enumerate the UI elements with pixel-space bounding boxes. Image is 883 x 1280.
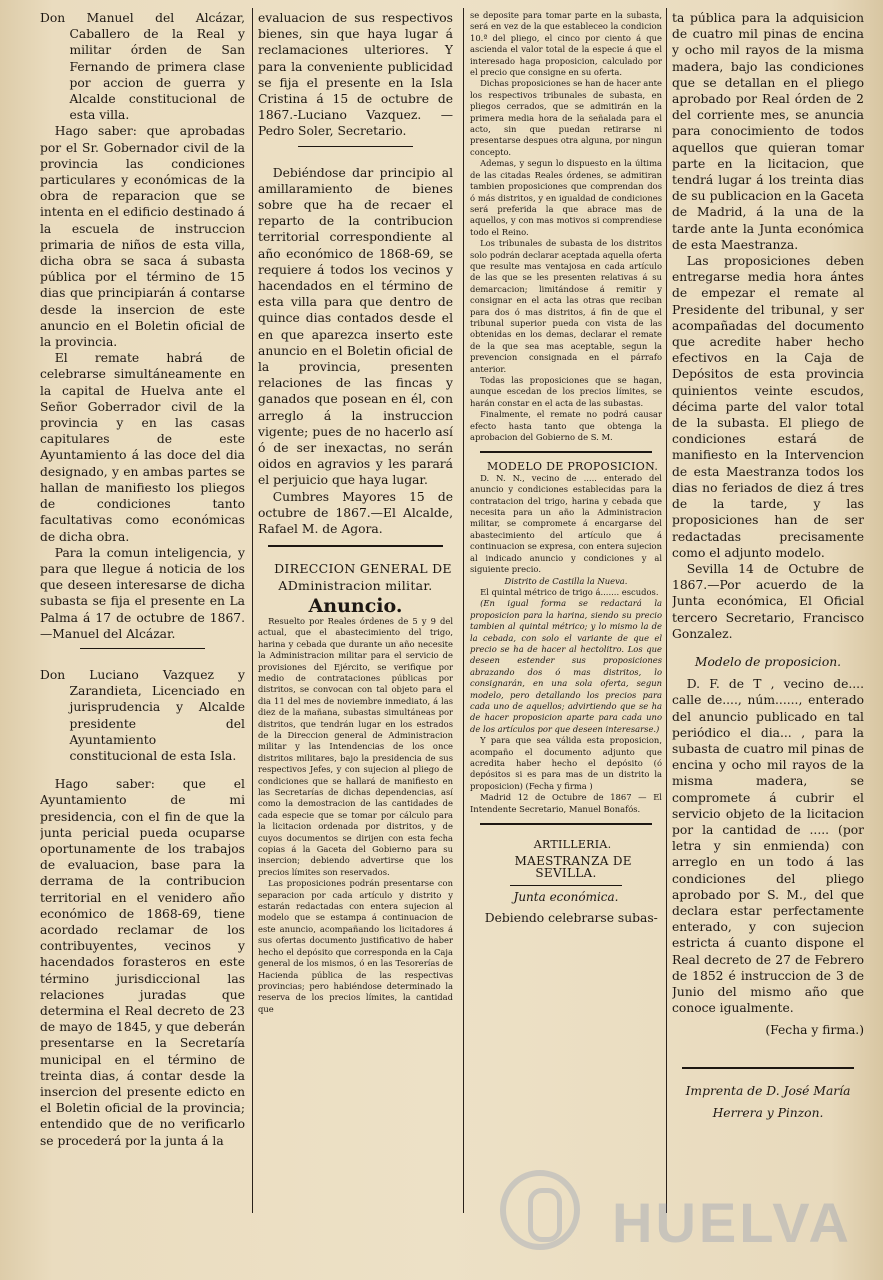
column-4 <box>672 10 864 1121</box>
divider <box>682 1067 854 1069</box>
column-rule <box>252 8 253 1213</box>
archive-logo-icon <box>500 1170 580 1250</box>
modelo-heading: Modelo de proposicion. <box>694 654 842 669</box>
paragraph: D. F. de T , vecino de.... calle de...., núm......, enterado del anuncio publicado en tal periódico el dia... , para la subasta de cuatro mil pinas de encina y ocho mil rayos de la misma madera, se compromete á cubrir el servicio objeto de la licitacion por la cantidad de ..... (por letra y sin enmienda) con arreglo en un todo á las condiciones del pliego aprobado por S. M., del que declara estar perfectamente enterado, y con sujecion estricta á cuanto dispone el Real decreto de 27 de Febrero de 1852 é instruccion de 3 de Junio del mismo año que conoce igualmente. <box>672 677 864 1016</box>
signature-line: (Fecha y firma.) <box>765 1023 864 1038</box>
paragraph: Cumbres Mayores 15 de octubre de 1867.—El Alcalde, Rafael M. de Agora. <box>258 489 453 537</box>
column-rule <box>666 8 667 1213</box>
column-rule <box>463 8 464 1213</box>
paragraph: Sevilla 14 de Octubre de 1867.—Por acuerdo de la Junta económica, El Oficial tercero Secretario, Francisco Gonzalez. <box>672 561 864 641</box>
paragraph: Para la comun inteligencia, y para que llegue á noticia de los que deseen interesarse de dicha subasta se fija el presente en La Palma á 17 de octubre de 1867.—Manuel del Alcázar. <box>40 545 245 641</box>
imprenta-line: Herrera y Pinzon. <box>712 1105 824 1120</box>
paragraph: Y para que sea válida esta proposicion, acompaño el documento adjunto que acredita haber hecho el depósito (ó depósitos si es para mas de un distrito la proposicion) (Fecha y firma ) <box>470 735 662 791</box>
section-heading: DIRECCION GENERAL DE ADministracion militar. <box>274 561 452 593</box>
imprenta-line: Imprenta de D. José María <box>685 1083 851 1098</box>
paragraph: Las proposiciones deben entregarse media hora ántes de empezar el remate al Presidente del tribunal, y ser acompañadas del documento que acredite haber hecho efectivos en la Caja de Depósitos de esta provincia quinientos veinte escudos, décima parte del valor total de la subasta. El pliego de condiciones estará de manifiesto en la Intervencion de esta Maestranza todos los dias no feriados de diez á tres de la tarde, y las proposiciones han de ser redactadas precisamente como el adjunto modelo. <box>672 254 864 560</box>
paragraph: Debiendo celebrarse subas- <box>484 910 658 925</box>
divider <box>268 545 443 547</box>
archive-watermark <box>480 1150 852 1260</box>
paragraph: El remate habrá de celebrarse simultáneamente en la capital de Huelva ante el Señor Goberrador civil de la provincia y en las casas capitulares de este Ayuntamiento á las doce del dia designado, y en ambas partes se hallan de manifiesto los pliegos de condiciones tanto facultativas como económicas de dicha obra. <box>40 351 245 544</box>
paragraph: Las proposiciones podrán presentarse con separacion por cada artículo y distrito y estarán redactadas con entera sujecion al modelo que se estampa á continuacion de este anuncio, acompañando los licitadores á sus ofertas documento justificativo de haber hecho el depósito que corresponda en la Caja general de los mismos, ó en las Tesorerías de Hacienda pública de las respectivas provincias; pero habiéndose determinado la reserva de los precios límites, la cantidad que <box>258 878 453 1014</box>
paragraph: Debiéndose dar principio al amillaramiento de bienes sobre que ha de recaer el reparto de la contribucion territorial correspondiente al año económico de 1868-69, se requiere á todos los vecinos y hacendados en el término de esta villa para que dentro de quince dias contados desde el en que aparezca inserto este anuncio en el Boletin oficial de la provincia, presenten relaciones de las fincas y ganados que posean en él, con arreglo á la instruccion vigente; pues de no hacerlo así ó de ser inexactas, no serán oidos en agravios y les parará el perjuicio que haya lugar. <box>258 165 453 488</box>
junta-heading: Junta económica. <box>513 890 619 905</box>
paragraph: ta pública para la adquisicion de cuatro mil pinas de encina y ocho mil rayos de la misma madera, bajo las condiciones que se detallan en el pliego aprobado por Real órden de 2 del corriente mes, se anuncia para conocimiento de todos aquellos que quieran tomar parte en la licitacion, que tendrá lugar á los treinta dias de su publicacion en la Gaceta de Madrid, á la una de la tarde ante la Junta económica de esta Maestranza. <box>672 11 864 252</box>
modelo-heading: MODELO DE PROPOSICION. <box>487 460 659 474</box>
notice-heading-alcazar: Don Manuel del Alcázar, Caballero de la Real y militar órden de San Fernando de primera clase por accion de guerra y Alcalde constitucional de esta villa. <box>40 11 245 123</box>
paragraph: (En igual forma se redactará la proposicion para la harina, siendo su precio tambien al quintal métrico; y lo mismo la de la cebada, con solo el variante de que el precio se ha de hacer al hectolitro. Los que deseen estender sus proposiciones abrazando dos ó mas distritos, lo consignarán, en una sola oferta, segun modelo, pero detallando los precios para cada uno de aquellos; advirtiendo que se ha de hacer proposicion aparte para cada uno de los artículos por que deseen interesarse.) <box>470 598 662 734</box>
paragraph: Dichas proposiciones se han de hacer ante los respectivos tribunales de subasta, en pliegos cerrados, que se admitirán en la primera media hora de la señalada para el acto, sin que puedan retirarse ni presentarse despues otra alguna, por ningun concepto. <box>470 78 662 157</box>
paragraph: Madrid 12 de Octubre de 1867 — El Intendente Secretario, Manuel Bonafós. <box>470 792 662 814</box>
maestranza-heading: MAESTRANZA DE SEVILLA. <box>514 854 632 880</box>
paragraph: El quintal métrico de trigo á....... escudos. <box>480 586 659 597</box>
paragraph: evaluacion de sus respectivos bienes, sin que haya lugar á reclamaciones ulteriores. Y para la conveniente publicidad se fija el presente en la Isla Cristina á 15 de octubre de 1867.-Luciano Vazquez. —Pedro Soler, Secretario. <box>258 11 453 139</box>
anuncio-heading: Anuncio. <box>308 594 403 617</box>
paragraph: Ademas, y segun lo dispuesto en la última de las citadas Reales órdenes, se admitiran tambien proposiciones que comprendan dos ó más distritos, y en igualdad de condiciones será preferida la que abrace mas de aquellos, y con mas motivos si comprendiese todo el Reino. <box>470 158 662 237</box>
paragraph: se deposite para tomar parte en la subasta, será en vez de la que estableceo la condicion 10.ª del pliego, el cinco por ciento á que ascienda el valor total de la especie á que el interesado haga proposicion, calculado por el precio que consigne en su oferta. <box>470 10 662 78</box>
column-1 <box>40 10 245 1149</box>
divider <box>480 823 652 825</box>
paragraph: D. N. N., vecino de ..... enterado del anuncio y condiciones establecidas para la contratacion del trigo, harina y cebada que necesita para un año la Administracion militar, se compromete á encargarse del abastecimiento del artículo que á continuacion se expresa, con entera sujecion al indicado anuncio y condiciones y al siguiente precio. <box>470 472 662 575</box>
watermark-text: HUELVA <box>612 1191 852 1254</box>
column-3 <box>470 10 662 926</box>
divider <box>480 451 652 453</box>
divider <box>510 885 622 886</box>
artilleria-heading: ARTILLERIA. <box>533 838 612 852</box>
paragraph: Los tribunales de subasta de los distritos solo podrán declarar aceptada aquella oferta que resulte mas ventajosa en cada artículo de las que se les presenten relativas á su demarcacion; limitándose á remitir y consignar en el acta las otras que reciban para dos ó mas distritos, á fin de que el tribunal superior pueda con vista de las obtenidas en los demas, declarar el remate de la que sea mas aceptable, segun la prevencion consignada en el párrafo anterior. <box>470 238 662 374</box>
divider <box>298 146 413 147</box>
paragraph: Todas las proposiciones que se hagan, aunque escedan de los precios límites, se harán constar en el acta de las subastas. <box>470 375 662 408</box>
paragraph: Resuelto por Reales órdenes de 5 y 9 del actual, que el abastecimiento del trigo, harina y cebada que durante un año necesite la Administracion militar para el servicio de provisiones del Ejército, se verifique por medio de contrataciones públicas por distritos, se convocan con tal objeto para el dia 11 del mes de noviembre inmediato, á las diez de la mañana, subastas simultáneas por distritos, que tendrán lugar en los estrados de la Direccion general de Administracion militar y las Intendencias de los once distritos militares, bajo la presidencia de sus respectivos Jefes, y con sujecion al pliego de condiciones que se hallará de manifiesto en las Secretarías de dichas dependencias, así como la demostracion de las cantidades de cada especie que se tomar por cálculo para la licitacion ordenada por distritos, y de cuyos documentos se dirijen con esta fecha copias á la Gaceta del Gobierno para su insercion; debiendo advertirse que los precios límites son reservados. <box>258 615 453 877</box>
paragraph: Finalmente, el remate no podrá causar efecto hasta tanto que obtenga la aprobacion del Gobierno de S. M. <box>470 409 662 443</box>
divider <box>80 648 205 649</box>
column-2 <box>258 10 453 1015</box>
paragraph: Hago saber: que aprobadas por el Sr. Gobernador civil de la provincia las condiciones particulares y económicas de la obra de reparacion que se intenta en el edificio destinado á la escuela de instruccion primaria de niños de esta villa, dicha obra se saca á subasta pública por el término de 15 dias que principiarán á contarse desde la insercion de este anuncio en el Boletin oficial de la provincia. <box>40 124 245 350</box>
paragraph: Hago saber: que el Ayuntamiento de mi presidencia, con el fin de que la junta pericial pueda ocuparse oportunamente de los trabajos de evaluacion, base para la derrama de la contribucion territorial en el venidero año económico de 1868-69, tiene acordado reclamar de los contribuyentes, vecinos y hacendados forasteros en este término jurisdiccional las relaciones juradas que determina el Real decreto de 23 de mayo de 1845, y que deberán presentarse en la Secretaría municipal en el término de treinta dias, á contar desde la insercion del presente edicto en el Boletin oficial de la provincia; entendido que de no verificarlo se procederá por la junta á la <box>40 777 245 1148</box>
distrito-line: Distrito de Castilla la Nueva. <box>504 575 628 586</box>
notice-heading-vazquez: Don Luciano Vazquez y Zarandieta, Licenciado en jurisprudencia y Alcalde presidente del Ayuntamiento constitucional de esta Isla. <box>40 667 245 763</box>
